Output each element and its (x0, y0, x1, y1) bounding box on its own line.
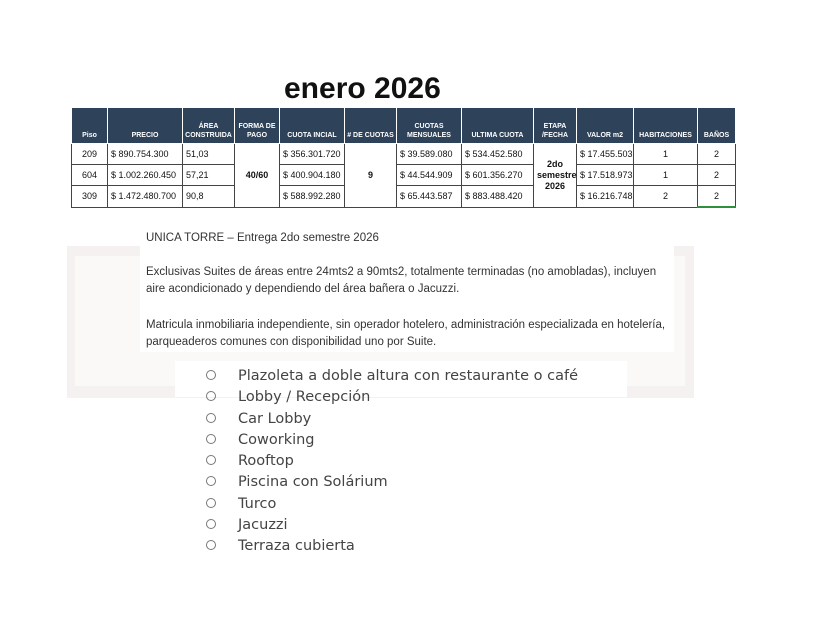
cell-ultima-cuota: $ 883.488.420 (462, 186, 534, 208)
header-precio: PRECIO (108, 108, 183, 144)
circle-bullet-icon (206, 498, 216, 508)
amenity-label: Coworking (238, 431, 315, 448)
cell-habitaciones: 1 (634, 165, 698, 186)
circle-bullet-icon (206, 434, 216, 444)
amenity-label: Turco (238, 495, 277, 512)
list-item (200, 494, 578, 515)
circle-bullet-icon (206, 455, 216, 465)
header-forma-pago: FORMA DE PAGO (235, 108, 280, 144)
amenity-label: Lobby / Recepción (238, 389, 371, 406)
cell-num-cuotas: 9 (345, 144, 397, 208)
cell-precio: $ 1.472.480.700 (108, 186, 183, 208)
circle-bullet-icon (206, 476, 216, 486)
price-table (71, 107, 736, 208)
list-item (200, 536, 578, 557)
cell-cuotas-mensuales: $ 39.589.080 (397, 144, 462, 165)
cell-piso: 604 (72, 165, 108, 186)
cell-habitaciones: 2 (634, 186, 698, 208)
header-cuotas-mensuales: CUOTAS MENSUALES (397, 108, 462, 144)
header-ultima-cuota: ULTIMA CUOTA (462, 108, 534, 144)
list-item (200, 387, 578, 408)
description-registration: Matricula inmobiliaria independiente, sin operador hotelero, administración especializada en hotelería, parqueaderos comunes con disponibilidad uno por Suite. (146, 319, 666, 348)
table-row (72, 144, 736, 165)
cell-valor-m2: $ 17.455.503 (577, 144, 634, 165)
header-etapa: ETAPA /FECHA (534, 108, 577, 144)
description-heading: UNICA TORRE – Entrega 2do semestre 2026 (146, 232, 379, 244)
cell-cuota-inicial: $ 400.904.180 (280, 165, 345, 186)
header-num-cuotas: # DE CUOTAS (345, 108, 397, 144)
circle-bullet-icon (206, 519, 216, 529)
cell-ultima-cuota: $ 601.356.270 (462, 165, 534, 186)
header-cuota-inicial: CUOTA INCIAL (280, 108, 345, 144)
header-area: ÁREA CONSTRUIDA (183, 108, 235, 144)
page-title: enero 2026 (284, 72, 441, 105)
amenities-list (200, 366, 578, 558)
cell-banos: 2 (698, 144, 736, 165)
cell-area: 90,8 (183, 186, 235, 208)
list-item (200, 451, 578, 472)
table-row (72, 186, 736, 208)
header-valor-m2: VALOR m2 (577, 108, 634, 144)
cell-precio: $ 1.002.260.450 (108, 165, 183, 186)
amenity-label: Car Lobby (238, 410, 312, 427)
list-item (200, 409, 578, 430)
amenity-label: Piscina con Solárium (238, 474, 388, 491)
cell-piso: 209 (72, 144, 108, 165)
cell-banos: 2 (698, 165, 736, 186)
list-item (200, 430, 578, 451)
circle-bullet-icon (206, 391, 216, 401)
cell-area: 51,03 (183, 144, 235, 165)
cell-etapa: 2do semestre 2026 (534, 144, 577, 208)
circle-bullet-icon (206, 413, 216, 423)
table-header-row (72, 108, 736, 144)
cell-piso: 309 (72, 186, 108, 208)
cell-cuotas-mensuales: $ 65.443.587 (397, 186, 462, 208)
amenity-label: Jacuzzi (238, 517, 288, 534)
cell-banos: 2 (698, 186, 736, 208)
list-item (200, 366, 578, 387)
cell-cuotas-mensuales: $ 44.544.909 (397, 165, 462, 186)
amenity-label: Terraza cubierta (238, 538, 355, 555)
table-row (72, 165, 736, 186)
list-item (200, 515, 578, 536)
amenity-label: Rooftop (238, 453, 294, 470)
header-piso: Piso (72, 108, 108, 144)
list-item (200, 472, 578, 493)
header-habitaciones: HABITACIONES (634, 108, 698, 144)
cell-habitaciones: 1 (634, 144, 698, 165)
cell-precio: $ 890.754.300 (108, 144, 183, 165)
cell-forma-pago: 40/60 (235, 144, 280, 208)
header-banos: BAÑOS (698, 108, 736, 144)
cell-valor-m2: $ 16.216.748 (577, 186, 634, 208)
cell-cuota-inicial: $ 588.992.280 (280, 186, 345, 208)
cell-area: 57,21 (183, 165, 235, 186)
circle-bullet-icon (206, 540, 216, 550)
amenity-label: Plazoleta a doble altura con restaurante o café (238, 368, 578, 384)
cell-cuota-inicial: $ 356.301.720 (280, 144, 345, 165)
description-suites: Exclusivas Suites de áreas entre 24mts2 a 90mts2, totalmente terminadas (no amobladas), incluyen aire acondicionado y dependiendo del área bañera o Jacuzzi. (146, 266, 657, 295)
circle-bullet-icon (206, 370, 216, 380)
cell-ultima-cuota: $ 534.452.580 (462, 144, 534, 165)
description-box (140, 228, 674, 352)
cell-valor-m2: $ 17.518.973 (577, 165, 634, 186)
